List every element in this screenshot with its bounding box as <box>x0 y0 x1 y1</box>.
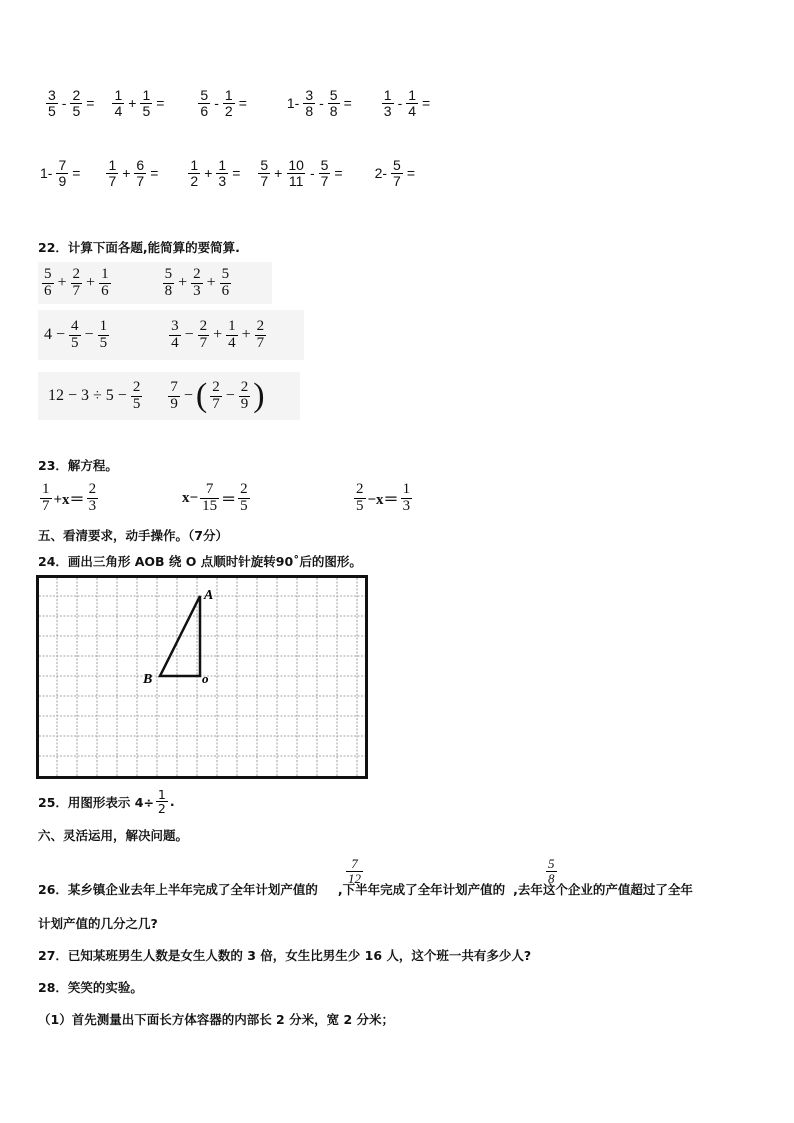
q22-expr-1: $\frac{5}{6}$ + $\frac{2}{7}$ + $\frac{1}{6}$ $\frac{5}{8}$ + $\frac{2}{3}$ + $\frac{5}{6}$ <box>38 262 272 304</box>
q24-grid-figure <box>36 575 370 781</box>
fraction: $\frac{5}{7}$ <box>393 157 401 189</box>
section-6-title: 六、灵活运用，解决问题。 <box>38 828 189 843</box>
oral-expr: 2- $\frac{5}{7}$ = <box>374 157 416 189</box>
label-o: o <box>202 671 209 686</box>
fraction: $\frac{1}{2}$ <box>190 157 199 189</box>
q23-title: 23．解方程。 <box>38 458 118 473</box>
fraction: $\frac{3}{8}$ <box>305 87 314 119</box>
q26-fraction-2: $\frac{5}{8}$ <box>548 856 555 886</box>
fraction: $\frac{1}{3}$ <box>383 87 392 119</box>
oral-expr: $\frac{1}{7}$ + $\frac{6}{7}$ = <box>108 157 159 189</box>
q24-title: 24．画出三角形 AOB 绕 O 点顺时针旋转90˚后的图形。 <box>38 554 362 569</box>
fraction: $\frac{2}{5}$ <box>72 87 81 119</box>
oral-row-2 <box>38 158 417 188</box>
q26-line-1: 26．某乡镇企业去年上半年完成了全年计划产值的 ,下半年完成了全年计划产值的 ,去年这个企业的产值超过了全年 <box>38 882 693 897</box>
fraction: $\frac{1}{7}$ <box>108 157 117 189</box>
fraction: $\frac{6}{7}$ <box>136 157 145 189</box>
fraction: $\frac{1}{3}$ <box>218 157 227 189</box>
oral-row-1 <box>44 88 432 118</box>
q23-equation-3: $\frac{2}{5}$ −x＝ $\frac{1}{3}$ <box>356 481 411 514</box>
q22-expr-6: $\frac{7}{9}$ − ( $\frac{2}{7}$ − $\frac{2}{9}$ ) <box>170 377 265 414</box>
label-a: A <box>204 588 214 603</box>
q28-sub-1: （1）首先测量出下面长方体容器的内部长 2 分米，宽 2 分米； <box>38 1012 395 1027</box>
q23-equation-1: $\frac{1}{7}$ +x＝ $\frac{2}{3}$ <box>42 481 97 514</box>
fraction: $\frac{7}{9}$ <box>58 157 67 189</box>
fraction: $\frac{10}{11}$ <box>288 157 304 189</box>
fraction: $\frac{1}{5}$ <box>142 87 151 119</box>
oral-expr: $\frac{3}{5}$ - $\frac{2}{5}$ = <box>48 87 95 119</box>
q22-expr-3: 4 − $\frac{4}{5}$ − $\frac{1}{5}$ $\frac{3}{4}$ − $\frac{2}{7}$ + $\frac{1}{4}$ + $\frac{2}{7}$ <box>38 310 304 360</box>
q22-expr-2: $\frac{5}{8}$ + $\frac{2}{3}$ + $\frac{5}{6}$ <box>164 265 230 299</box>
section-5-title: 五、看清要求，动手操作。（7分） <box>38 528 228 543</box>
q26-line-2: 计划产值的几分之几? <box>38 916 158 931</box>
fraction: $\frac{1}{2}$ <box>224 87 233 119</box>
q27: 27．已知某班男生人数是女生人数的 3 倍，女生比男生少 16 人，这个班一共有多少人? <box>38 948 532 963</box>
q22-expr-5: 12 − 3 ÷ 5 − $\frac{2}{5}$ $\frac{7}{9}$ − ( $\frac{2}{7}$ − $\frac{2}{9}$ ) <box>38 372 300 420</box>
oral-expr: $\frac{5}{7}$ + $\frac{10}{11}$ - $\frac{5}{7}$ = <box>260 157 343 189</box>
oral-expr: $\frac{1}{2}$ + $\frac{1}{3}$ = <box>190 157 241 189</box>
oral-expr: $\frac{1}{4}$ + $\frac{1}{5}$ = <box>114 87 165 119</box>
fraction: $\frac{5}{7}$ <box>320 157 329 189</box>
oral-expr: $\frac{1}{3}$ - $\frac{1}{4}$ = <box>383 87 431 119</box>
label-b: B <box>143 672 153 687</box>
q28-title: 28．笑笑的实验。 <box>38 980 143 995</box>
fraction: $\frac{5}{6}$ <box>200 87 209 119</box>
q26-fraction-1: $\frac{7}{12}$ <box>348 856 361 886</box>
oral-expr: 1- $\frac{7}{9}$ = <box>40 157 81 189</box>
q22-expr-4: $\frac{3}{4}$ − $\frac{2}{7}$ + $\frac{1}{4}$ + $\frac{2}{7}$ <box>171 317 265 351</box>
fraction: $\frac{5}{7}$ <box>260 157 269 189</box>
q22-title: 22．计算下面各题,能简算的要简算. <box>38 240 240 255</box>
fraction: $\frac{1}{4}$ <box>408 87 417 119</box>
oral-expr: 1- $\frac{3}{8}$ - $\frac{5}{8}$ = <box>286 87 352 119</box>
fraction: $\frac{3}{5}$ <box>48 87 56 119</box>
q25: 25．用图形表示 4÷ $\frac{1}{2}$ . <box>38 787 175 817</box>
q23-equation-2: x− $\frac{7}{15}$ ＝ $\frac{2}{5}$ <box>182 481 248 514</box>
oral-expr: $\frac{5}{6}$ - $\frac{1}{2}$ = <box>200 87 247 119</box>
fraction: $\frac{5}{8}$ <box>329 87 338 119</box>
fraction: $\frac{1}{4}$ <box>114 87 123 119</box>
